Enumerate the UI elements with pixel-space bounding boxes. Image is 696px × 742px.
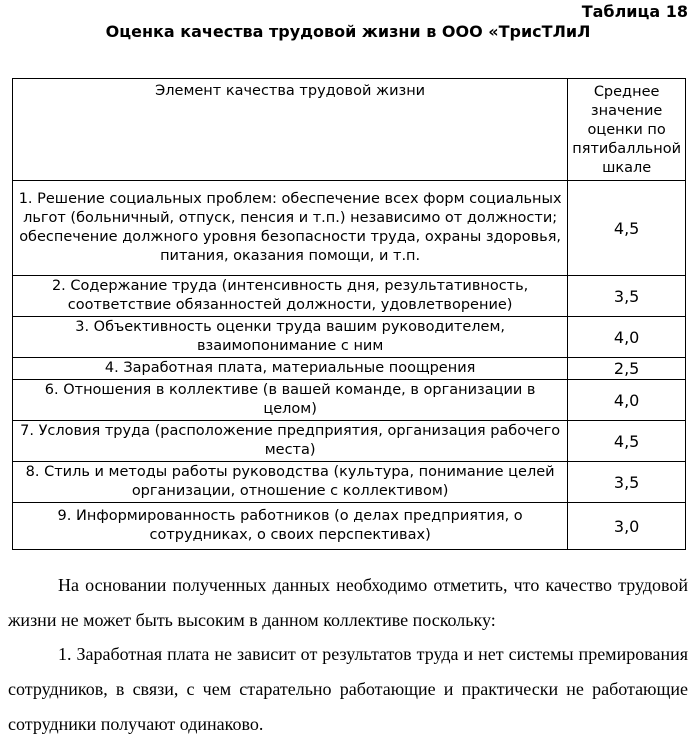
table-row [13,462,686,503]
row-score: 4,5 [568,181,686,276]
row-element: 4. Заработная плата, материальные поощрения [13,358,568,380]
table-number: Таблица 18 [581,2,688,21]
row-element: 9. Информированность работников (о делах предприятия, о сотрудниках, о своих перспективах) [13,503,568,550]
table-row [13,358,686,380]
row-element: 1. Решение социальных проблем: обеспечение всех форм социальных льгот (больничный, отпуск, пенсия и т.п.) независимо от должности; обеспечение должного уровня безопасности труда, охраны здоровья, питания, оказания помощи, и т.п. [13,181,568,276]
table-header-row [13,79,686,181]
row-score: 2,5 [568,358,686,380]
body-paragraph: 1. Заработная плата не зависит от результатов труда и нет системы премирования сотрудников, в связи, с чем старательно работающие и практически не работающие сотрудники получают одинаково. [8,644,688,734]
body-paragraph: На основании полученных данных необходимо отметить, что качество трудовой жизни не может быть высоким в данном коллективе поскольку: [8,575,688,630]
row-element: 6. Отношения в коллективе (в вашей команде, в организации в целом) [13,380,568,421]
row-score: 3,5 [568,276,686,317]
table-row [13,317,686,358]
row-score: 4,5 [568,421,686,462]
quality-table [12,78,686,550]
table-title: Оценка качества трудовой жизни в ООО «ТрисТЛиЛ [105,22,591,41]
row-score: 3,0 [568,503,686,550]
row-score: 3,5 [568,462,686,503]
row-element: 7. Условия труда (расположение предприятия, организация рабочего места) [13,421,568,462]
row-score: 4,0 [568,317,686,358]
row-element: 8. Стиль и методы работы руководства (культура, понимание целей организации, отношение с коллективом) [13,462,568,503]
header-score: Среднее значение оценки по пятибалльной шкале [568,79,686,181]
row-element: 2. Содержание труда (интенсивность дня, результативность, соответствие обязанностей должности, удовлетворение) [13,276,568,317]
table-row [13,276,686,317]
table-row [13,380,686,421]
table-row [13,503,686,550]
header-element: Элемент качества трудовой жизни [13,79,568,181]
row-element: 3. Объективность оценки труда вашим руководителем, взаимопонимание с ним [13,317,568,358]
table-row [13,421,686,462]
table-row [13,181,686,276]
row-score: 4,0 [568,380,686,421]
